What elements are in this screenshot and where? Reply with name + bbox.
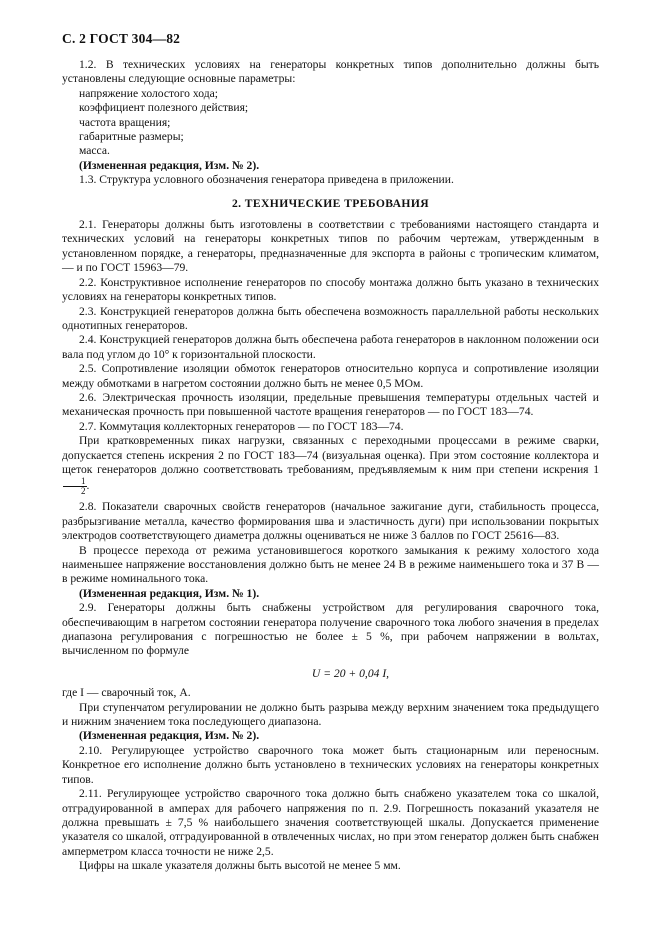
clause-2-7: 2.7. Коммутация коллекторных генераторов — по ГОСТ 183—74. (79, 419, 404, 433)
clause-2-9: 2.9. Генераторы должны быть снабжены устройством для регулирования сварочного тока, обеспечивающим в нагретом состоянии генератора получение сварочного тока любого значения в пределах диапазона регулирования с погрешностью не более ± 5 %, при рабочем напряжении в вольтах, вычисленном по формуле (62, 601, 599, 658)
voltage-formula: U = 20 + 0,04 I, (311, 666, 390, 680)
section-title: 2. ТЕХНИЧЕСКИЕ ТРЕБОВАНИЯ (231, 196, 430, 210)
clause-2-11-digits: Цифры на шкале указателя должны быть высотой не менее 5 мм. (79, 859, 401, 873)
fraction (63, 477, 87, 496)
amendment-note: (Измененная редакция, Изм. № 2). (79, 729, 260, 743)
page-header: С. 2 ГОСТ 304—82 (62, 31, 181, 46)
clause-1-3: 1.3. Структура условного обозначения генератора приведена в приложении. (79, 173, 454, 187)
clause-2-9-steps: При ступенчатом регулировании не должно быть разрыва между верхним значением тока предыдущего и нижним значением тока последующего диапазона. (62, 700, 599, 729)
parameter-item: частота вращения; (79, 115, 171, 129)
clause-2-2: 2.2. Конструктивное исполнение генераторов по способу монтажа должно быть указано в технических условиях на генераторы конкретных типов. (62, 275, 599, 304)
parameter-item: коэффициент полезного действия; (79, 101, 249, 115)
clause-2-7-sparking (62, 434, 599, 496)
clause-2-1: 2.1. Генераторы должны быть изготовлены в соответствии с требованиями настоящего стандарта и технических условий на генераторы конкретных типов по рабочим чертежам, утвержденным в установленном порядке, а генераторы, предназначенные для экспорта в районы с тропическим климатом, — и по ГОСТ 15963—79. (62, 218, 599, 275)
document-body (62, 58, 599, 874)
clause-2-10: 2.10. Регулирующее устройство сварочного тока может быть стационарным или переносным. Конкретное его исполнение должно быть установлено в технических условиях на генераторы конкретных типов. (62, 743, 599, 786)
clause-2-8: 2.8. Показатели сварочных свойств генераторов (начальное зажигание дуги, стабильность процесса, разбрызгивание металла, качество формирования шва и эластичность дуги) при использовании покрытых электродов соответствующего диаметра должны оцениваться не ниже 3 баллов по ГОСТ 25616—83. (62, 500, 599, 543)
parameter-item: масса. (79, 144, 110, 158)
amendment-note: (Измененная редакция, Изм. № 1). (79, 586, 260, 600)
formula-legend: где I — сварочный ток, А. (62, 686, 191, 700)
clause-2-7-sparking-text: При кратковременных пиках нагрузки, связанных с переходными процессами в режиме сварки, допускается степень искрения 2 по ГОСТ 183—74 (визуальная оценка). При этом состояние коллектора и щеток генераторов должно соответствовать требованиям, предъявляемым к ним при степени искрения 1 (62, 434, 599, 476)
clause-2-5: 2.5. Сопротивление изоляции обмоток генераторов относительно корпуса и сопротивление изоляции между обмотками в нагретом состоянии должно быть не менее 0,5 МОм. (62, 362, 599, 390)
parameter-list (62, 87, 599, 159)
parameter-item: напряжение холостого хода; (79, 86, 218, 100)
clause-1-2: 1.2. В технических условиях на генераторы конкретных типов дополнительно должны быть установлены следующие основные параметры: (62, 58, 599, 86)
clause-2-4: 2.4. Конструкцией генераторов должна быть обеспечена работа генераторов в наклонном положении оси вала под углом до 10° к горизонтальной плоскости. (62, 333, 599, 361)
clause-2-3: 2.3. Конструкцией генераторов должна быть обеспечена возможность параллельной работы нескольких однотипных генераторов. (62, 304, 599, 332)
amendment-note: (Измененная редакция, Изм. № 2). (79, 158, 260, 172)
clause-2-11: 2.11. Регулирующее устройство сварочного тока должно быть снабжено указателем тока со шкалой, отградуированной в амперах для рабочего напряжения по п. 2.9. Погрешность показаний указателя не должна превышать ± 7,5 % наибольшего значения соответствующей шкалы. Допускается применение указателя со шкалой, отградуированной в отвлеченных числах, но при этом генератор должен быть снабжен амперметром класса точности не ниже 2,5. (62, 787, 599, 858)
clause-2-8-recovery: В процессе перехода от режима установившегося короткого замыкания к режиму холостого хода наименьшее напряжение восстановления должно быть не менее 24 В в режиме наименьшего тока и 37 В — в режиме номинального тока. (62, 543, 599, 586)
clause-2-6: 2.6. Электрическая прочность изоляции, предельные превышения температуры отдельных частей и механическая прочность при повышенной частоте вращения генераторов — по ГОСТ 183—74. (62, 390, 599, 419)
fraction-numerator: 1 (63, 477, 87, 487)
fraction-denominator: 2 (81, 486, 86, 497)
parameter-item: габаритные размеры; (79, 130, 184, 144)
fraction-end: . (86, 479, 90, 493)
